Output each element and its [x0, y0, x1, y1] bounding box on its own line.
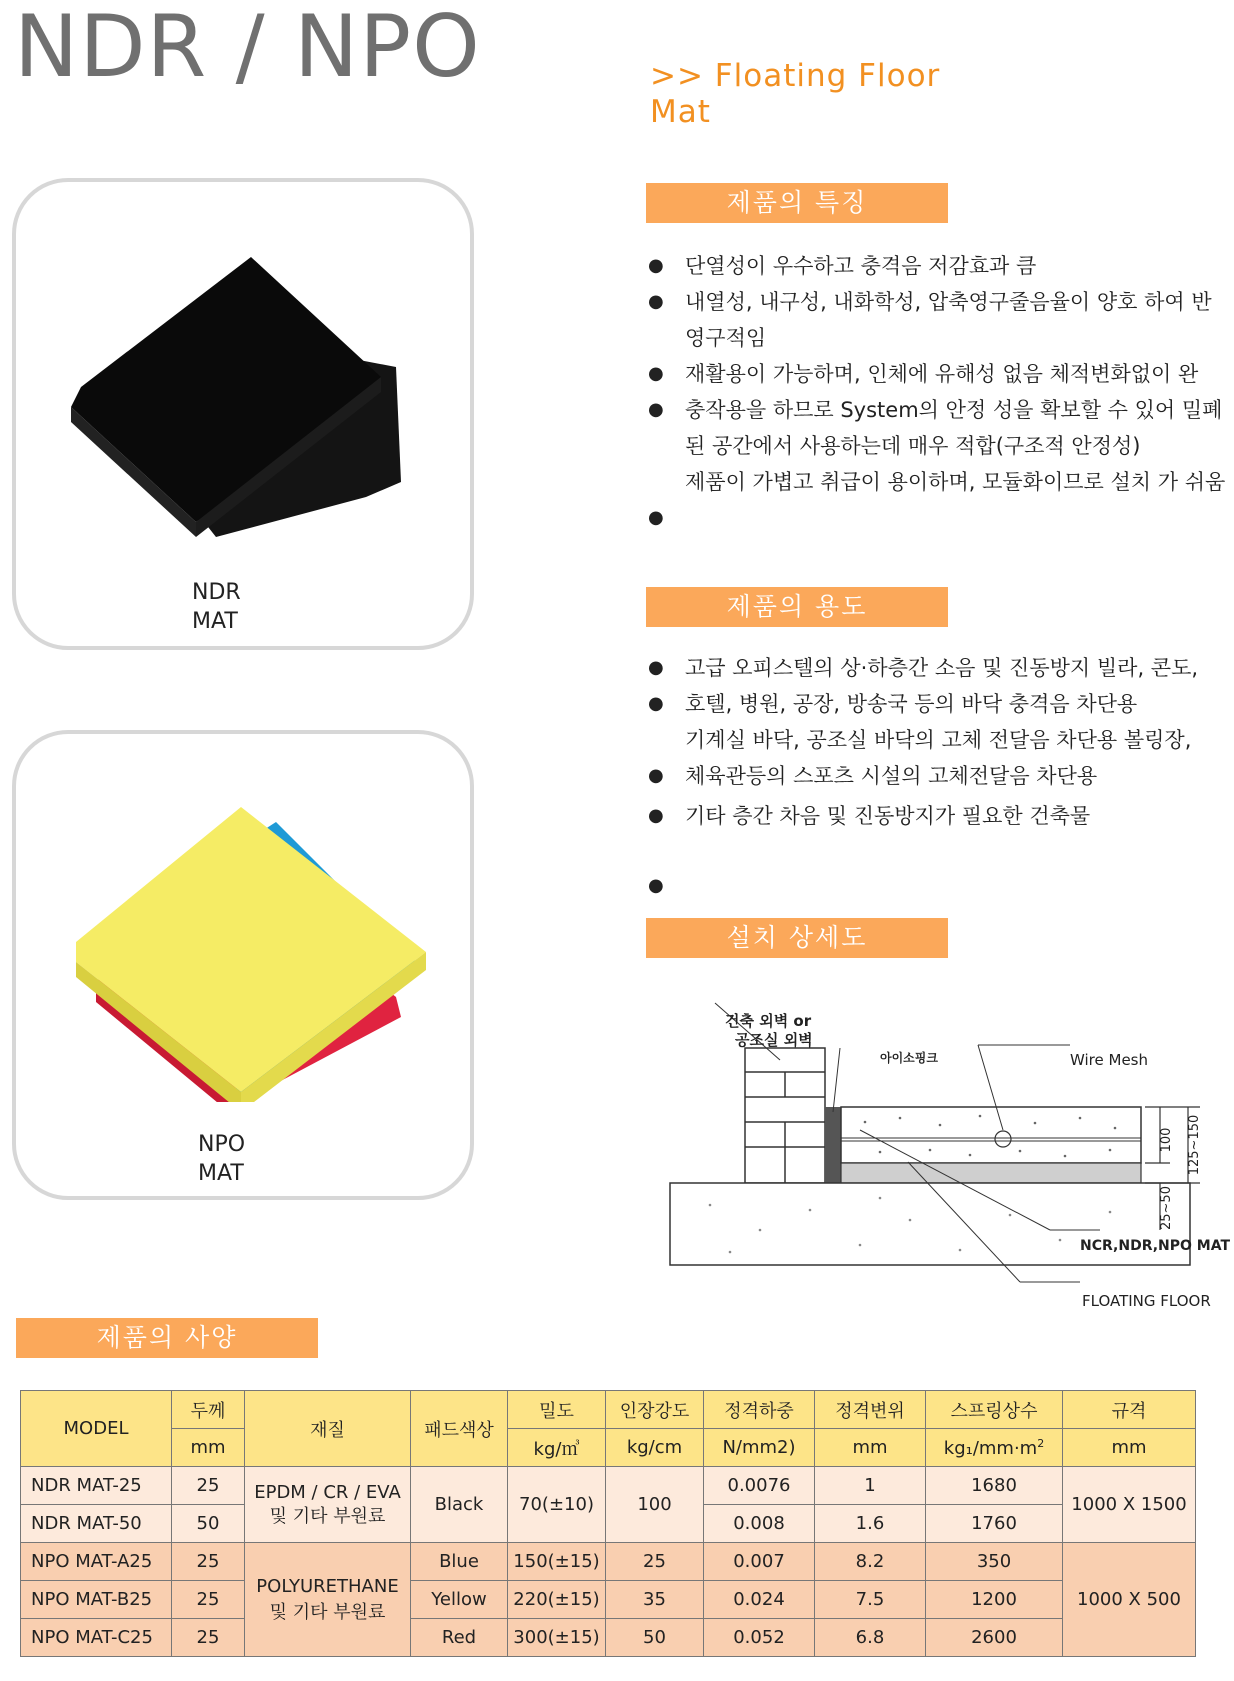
header-size: 규격	[1063, 1391, 1196, 1429]
cell-spring: 1680	[926, 1467, 1063, 1505]
header-tensile-unit: kg/cm	[606, 1429, 704, 1467]
npo-caption-line-2: MAT	[198, 1161, 244, 1186]
cell-deflection: 1	[815, 1467, 926, 1505]
dim-100: 100	[1159, 1127, 1174, 1153]
ndr-caption	[192, 578, 241, 636]
list-item: ● 고급 오피스텔의 상·하층간 소음 및 진동방지 빌라, 콘도,	[648, 650, 1234, 686]
list-item: 제품이 가볍고 취급이 용이하며, 모듈화이므로 설치 가 쉬움	[685, 470, 1226, 494]
npo-mat-image	[76, 802, 426, 1102]
list-item: 영구적임	[685, 326, 767, 350]
subtitle-line-2: Mat	[650, 94, 711, 130]
header-load-unit: N/mm2)	[704, 1429, 815, 1467]
cell-thickness: 25	[172, 1619, 245, 1657]
header-density-unit: kg/㎥	[508, 1429, 606, 1467]
header-spring: 스프링상수	[926, 1391, 1063, 1429]
header-material: 재질	[245, 1391, 411, 1467]
cell-load: 0.008	[704, 1505, 815, 1543]
table-row	[21, 1619, 1196, 1657]
bullet-icon: ●	[648, 291, 664, 312]
cell-tensile: 100	[606, 1467, 704, 1543]
page-title: NDR / NPO	[14, 0, 481, 97]
ndr-caption-line-2: MAT	[192, 609, 238, 634]
cell-deflection: 6.8	[815, 1619, 926, 1657]
cell-color: Yellow	[411, 1581, 508, 1619]
table-row	[21, 1467, 1196, 1505]
cell-thickness: 25	[172, 1581, 245, 1619]
cell-size: 1000 X 1500	[1063, 1467, 1196, 1543]
spec-heading: 제품의 사양	[16, 1318, 318, 1358]
header-deflection: 정격변위	[815, 1391, 926, 1429]
list-item: 기계실 바닥, 공조실 바닥의 고체 전달음 차단용 볼링장,	[685, 728, 1192, 752]
ndr-product-card	[12, 178, 474, 650]
cell-material: EPDM / CR / EVA 및 기타 부원료	[245, 1467, 411, 1543]
cell-model: NDR MAT-25	[21, 1467, 172, 1505]
header-size-unit: mm	[1063, 1429, 1196, 1467]
bullet-icon: ●	[648, 657, 664, 678]
bullet-icon: ●	[648, 765, 664, 786]
cell-model: NPO MAT-A25	[21, 1543, 172, 1581]
ndr-mat-image	[66, 257, 406, 557]
spring-unit-exponent: 2	[1037, 1436, 1045, 1450]
list-item: 된 공간에서 사용하는데 매우 적합(구조적 안정성)	[685, 434, 1141, 458]
npo-caption-line-1: NPO	[198, 1132, 246, 1157]
bullet-icon: ●	[648, 693, 664, 714]
install-heading: 설치 상세도	[646, 918, 948, 958]
cell-load: 0.052	[704, 1619, 815, 1657]
cell-model: NPO MAT-B25	[21, 1581, 172, 1619]
list-item: ● 호텔, 병원, 공장, 방송국 등의 바닥 충격음 차단용	[648, 686, 1234, 722]
cell-tensile: 35	[606, 1581, 704, 1619]
npo-product-card	[12, 730, 474, 1200]
label-floating-floor: FLOATING FLOOR	[1082, 1292, 1211, 1310]
page-subtitle	[650, 58, 940, 130]
cell-material: POLYURETHANE 및 기타 부원료	[245, 1543, 411, 1657]
cell-density: 220(±15)	[508, 1581, 606, 1619]
list-item: ● 기타 층간 차음 및 진동방지가 필요한 건축물	[648, 798, 1234, 834]
npo-caption	[198, 1130, 245, 1188]
cell-deflection: 7.5	[815, 1581, 926, 1619]
header-deflection-unit: mm	[815, 1429, 926, 1467]
header-model: MODEL	[21, 1391, 172, 1467]
cell-size: 1000 X 500	[1063, 1543, 1196, 1657]
cell-spring: 1200	[926, 1581, 1063, 1619]
cell-density: 70(±10)	[508, 1467, 606, 1543]
label-wall-line-1: 건축 외벽 or	[725, 1012, 812, 1030]
label-wall-line-2: 공조실 외벽	[735, 1031, 813, 1049]
cell-thickness: 50	[172, 1505, 245, 1543]
bullet-icon: ●	[648, 875, 664, 896]
table-row	[21, 1543, 1196, 1581]
cell-thickness: 25	[172, 1467, 245, 1505]
ndr-caption-line-1: NDR	[192, 580, 241, 605]
subtitle-line-1: >> Floating Floor	[650, 58, 941, 94]
cell-spring: 1760	[926, 1505, 1063, 1543]
dim-25-50: 25~50	[1159, 1186, 1174, 1230]
installation-diagram	[640, 990, 1234, 1330]
cell-model: NDR MAT-50	[21, 1505, 172, 1543]
header-pad-color: 패드색상	[411, 1391, 508, 1467]
bullet-icon: ●	[648, 399, 664, 420]
list-item: ● 재활용이 가능하며, 인체에 유해성 없음 체적변화없이 완	[648, 356, 1234, 392]
bullet-icon: ●	[648, 805, 664, 826]
cell-density: 150(±15)	[508, 1543, 606, 1581]
cell-deflection: 8.2	[815, 1543, 926, 1581]
cell-load: 0.007	[704, 1543, 815, 1581]
list-item: ● 충작용을 하므로 System의 안정 성을 확보할 수 있어 밀폐	[648, 392, 1234, 428]
list-item: ● 체육관등의 스포츠 시설의 고체전달음 차단용	[648, 758, 1234, 794]
label-mat: NCR,NDR,NPO MAT	[1080, 1238, 1231, 1254]
cell-density: 300(±15)	[508, 1619, 606, 1657]
header-tensile: 인장강도	[606, 1391, 704, 1429]
bullet-icon: ●	[648, 255, 664, 276]
spec-table	[20, 1390, 1196, 1657]
cell-model: NPO MAT-C25	[21, 1619, 172, 1657]
label-isopink: 아이소핑크	[880, 1051, 938, 1065]
header-density: 밀도	[508, 1391, 606, 1429]
header-spring-unit: kg₁/$mm\cdot m^2$	[926, 1429, 1063, 1467]
cell-thickness: 25	[172, 1543, 245, 1581]
dim-125-150: 125~150	[1187, 1114, 1202, 1176]
features-heading: 제품의 특징	[646, 183, 948, 223]
list-item: ● 단열성이 우수하고 충격음 저감효과 큼	[648, 248, 1234, 284]
table-row	[21, 1581, 1196, 1619]
cell-color: Red	[411, 1619, 508, 1657]
cell-tensile: 50	[606, 1619, 704, 1657]
features-list	[648, 248, 1234, 528]
cell-tensile: 25	[606, 1543, 704, 1581]
header-load: 정격하중	[704, 1391, 815, 1429]
cell-spring: 2600	[926, 1619, 1063, 1657]
cell-color: Black	[411, 1467, 508, 1543]
bullet-icon: ●	[648, 507, 664, 528]
cell-spring: 350	[926, 1543, 1063, 1581]
uses-list	[648, 650, 1234, 896]
cell-load: 0.024	[704, 1581, 815, 1619]
cell-load: 0.0076	[704, 1467, 815, 1505]
uses-heading: 제품의 용도	[646, 587, 948, 627]
cell-color: Blue	[411, 1543, 508, 1581]
list-item: ● 내열성, 내구성, 내화학성, 압축영구줄음율이 양호 하여 반	[648, 284, 1234, 320]
header-thickness: 두께	[172, 1391, 245, 1429]
header-thickness-unit: mm	[172, 1429, 245, 1467]
label-wire-mesh: Wire Mesh	[1070, 1051, 1148, 1069]
bullet-icon: ●	[648, 363, 664, 384]
cell-deflection: 1.6	[815, 1505, 926, 1543]
